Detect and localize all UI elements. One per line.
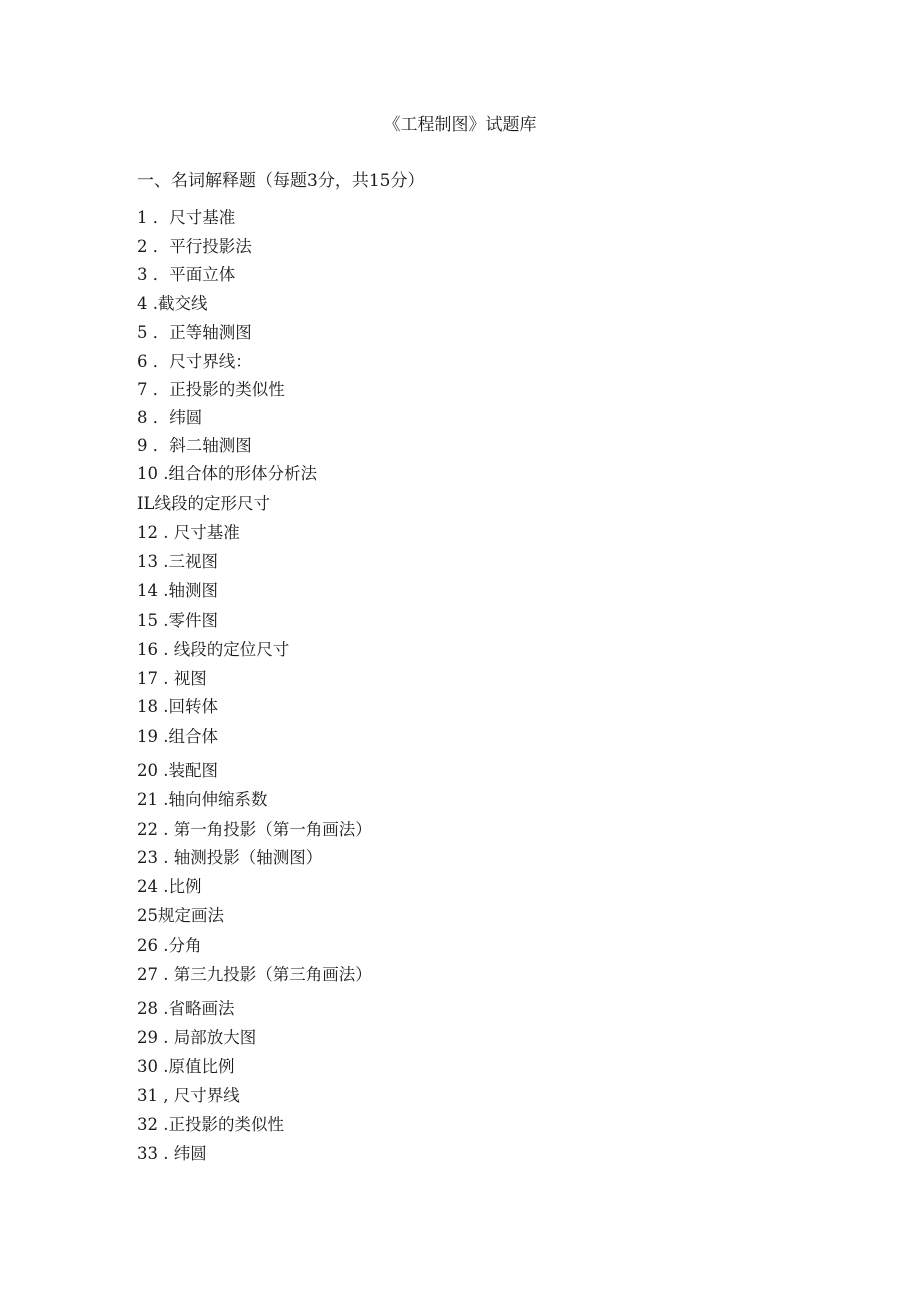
list-item: 19 .组合体 xyxy=(137,727,218,746)
list-item: 16 . 线段的定位尺寸 xyxy=(137,640,290,659)
list-item: 22 . 第一角投影（第一角画法） xyxy=(137,820,372,839)
list-item: 9 ．斜二轴测图 xyxy=(137,436,252,455)
list-item: IL线段的定形尺寸 xyxy=(137,494,270,513)
list-item: 24 .比例 xyxy=(137,877,202,896)
list-item: 30 .原值比例 xyxy=(137,1057,235,1076)
list-item: 21 .轴向伸缩系数 xyxy=(137,790,268,809)
list-item: 27 . 第三九投影（第三角画法） xyxy=(137,965,372,984)
list-item: 10 .组合体的形体分析法 xyxy=(137,464,317,483)
list-item: 5 ．正等轴测图 xyxy=(137,323,252,342)
list-item: 4 .截交线 xyxy=(137,294,208,313)
list-item: 8 ．纬圆 xyxy=(137,408,203,427)
list-item: 6 ．尺寸界线： xyxy=(137,352,252,371)
list-item: 15 .零件图 xyxy=(137,611,218,630)
list-item: 17 . 视图 xyxy=(137,669,207,688)
list-item: 18 .回转体 xyxy=(137,697,218,716)
list-item: 3 ．平面立体 xyxy=(137,265,236,284)
list-item: 25规定画法 xyxy=(137,906,224,925)
list-item: 2 ．平行投影法 xyxy=(137,237,252,256)
list-item: 26 .分角 xyxy=(137,936,202,955)
list-item: 12 . 尺寸基准 xyxy=(137,523,240,542)
list-item: 20 .装配图 xyxy=(137,761,218,780)
list-item: 31 , 尺寸界线 xyxy=(137,1086,240,1105)
document-title: 《工程制图》试题库 xyxy=(383,115,537,135)
list-item: 29 . 局部放大图 xyxy=(137,1028,257,1047)
list-item: 33 . 纬圆 xyxy=(137,1144,207,1163)
list-item: 28 .省略画法 xyxy=(137,999,235,1018)
list-item: 7 ．正投影的类似性 xyxy=(137,380,285,399)
list-item: 14 .轴测图 xyxy=(137,581,218,600)
list-item: 32 .正投影的类似性 xyxy=(137,1115,284,1134)
list-item: 23 . 轴测投影（轴测图） xyxy=(137,848,323,867)
list-item: 1 ．尺寸基准 xyxy=(137,208,236,227)
section-heading: 一、名词解释题（每题3分，共15分） xyxy=(137,171,425,191)
list-item: 13 .三视图 xyxy=(137,552,218,571)
